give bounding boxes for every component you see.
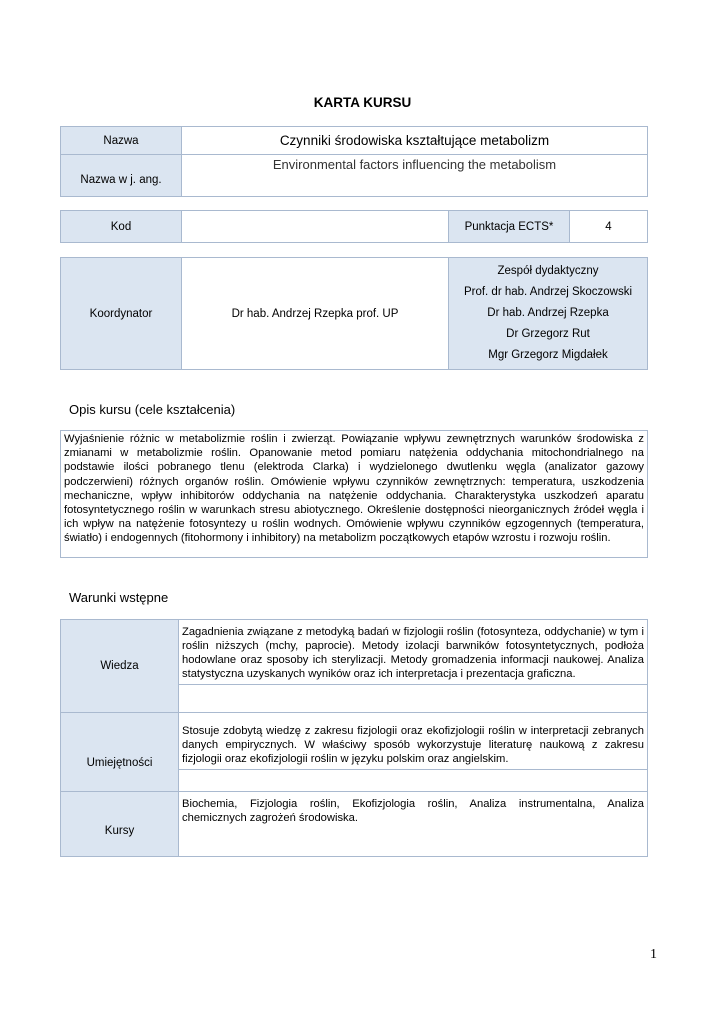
- page-title: KARTA KURSU: [313, 95, 412, 110]
- prerequisites-table: [60, 619, 648, 857]
- coordinator-label: Koordynator: [61, 258, 182, 370]
- team-member: Dr Grzegorz Rut: [506, 328, 590, 340]
- name-en-label: Nazwa w j. ang.: [61, 155, 182, 197]
- course-name-table: [60, 126, 648, 197]
- code-label: Kod: [61, 211, 182, 243]
- team-member: Prof. dr hab. Andrzej Skoczowski: [463, 286, 633, 298]
- code-table: [60, 210, 648, 243]
- description-text: Wyjaśnienie różnic w metabolizmie roślin i zwierząt. Powiązanie wpływu zewnętrznych warunków środowiska z zmianami w metabolizmie roślin. Opanowanie metod pomiaru natężenia oddychania mitochondrialnego na podstawie ilości pobranego tlenu (elektroda Clarka) i wydzielonego dwutlenku węgla (analizator gazowy podczerwieni) różnych organów roślin. Omówienie wpływu czynników zewnętrznych: temperatura, uszkodzenia mechaniczne, wpływ inhibitorów oddychania na natężenie oddychania. Charakterystyka uszkodzeń aparatu fotosyntetycznego roślin w warunkach stresu abiotycznego. Określenie dostępności nieorganicznych źródeł węgla i ich wpływ na natężenie fotosyntezy u roślin wodnych. Omówienie wpływu czynników egzogennych (temperatura, światło) i endogennych (fitohormony i inhibitory) na metabolizm początkowych etapów wzrostu i rozwoju roślin.: [60, 430, 648, 558]
- code-value: [182, 211, 449, 243]
- prereq-text-knowledge: Zagadnienia związane z metodyką badań w fizjologii roślin (fotosynteza, oddychanie) w tym i roślin niższych (mchy, paprocie). Metody izolacji barwników fotosyntetycznych, podłoża hodowlane oraz sposoby ich sterylizacji. Metody gromadzenia informacji naukowej. Analiza statystyczna uzyskanych wyników oraz ich interpretacja i prezentacja graficzna.: [179, 624, 647, 685]
- description-heading: Opis kursu (cele kształcenia): [69, 402, 236, 417]
- prereq-text-courses: Biochemia, Fizjologia roślin, Ekofizjologia roślin, Analiza instrumentalna, Analiza chemicznych zagrożeń środowiska.: [182, 798, 644, 824]
- prereq-label-skills: Umiejętności: [61, 713, 179, 792]
- ects-value: 4: [570, 211, 648, 243]
- name-en-value: Environmental factors influencing the metabolism: [182, 155, 648, 197]
- coordinator-table: [60, 257, 648, 370]
- teaching-team: [449, 258, 648, 370]
- prereq-text-skills: Stosuje zdobytą wiedzę z zakresu fizjologii oraz ekofizjologii roślin w interpretacji zebranych danych empirycznych. W właściwy sposób wykorzystuje literaturę naukową z zakresu fizjologii oraz ekofizjologii roślin w języku polskim oraz angielskim.: [179, 723, 647, 770]
- page-number: 1: [650, 947, 657, 962]
- prerequisites-heading: Warunki wstępne: [69, 590, 169, 605]
- prereq-label-courses: Kursy: [61, 792, 179, 857]
- prereq-label-knowledge: Wiedza: [61, 620, 179, 713]
- team-label: Zespół dydaktyczny: [497, 265, 599, 277]
- team-member: Mgr Grzegorz Migdałek: [488, 349, 608, 361]
- ects-label: Punktacja ECTS*: [449, 211, 570, 243]
- coordinator-value: Dr hab. Andrzej Rzepka prof. UP: [182, 258, 449, 370]
- name-value: Czynniki środowiska kształtujące metabolizm: [182, 127, 648, 155]
- team-member: Dr hab. Andrzej Rzepka: [487, 307, 609, 319]
- name-label: Nazwa: [61, 127, 182, 155]
